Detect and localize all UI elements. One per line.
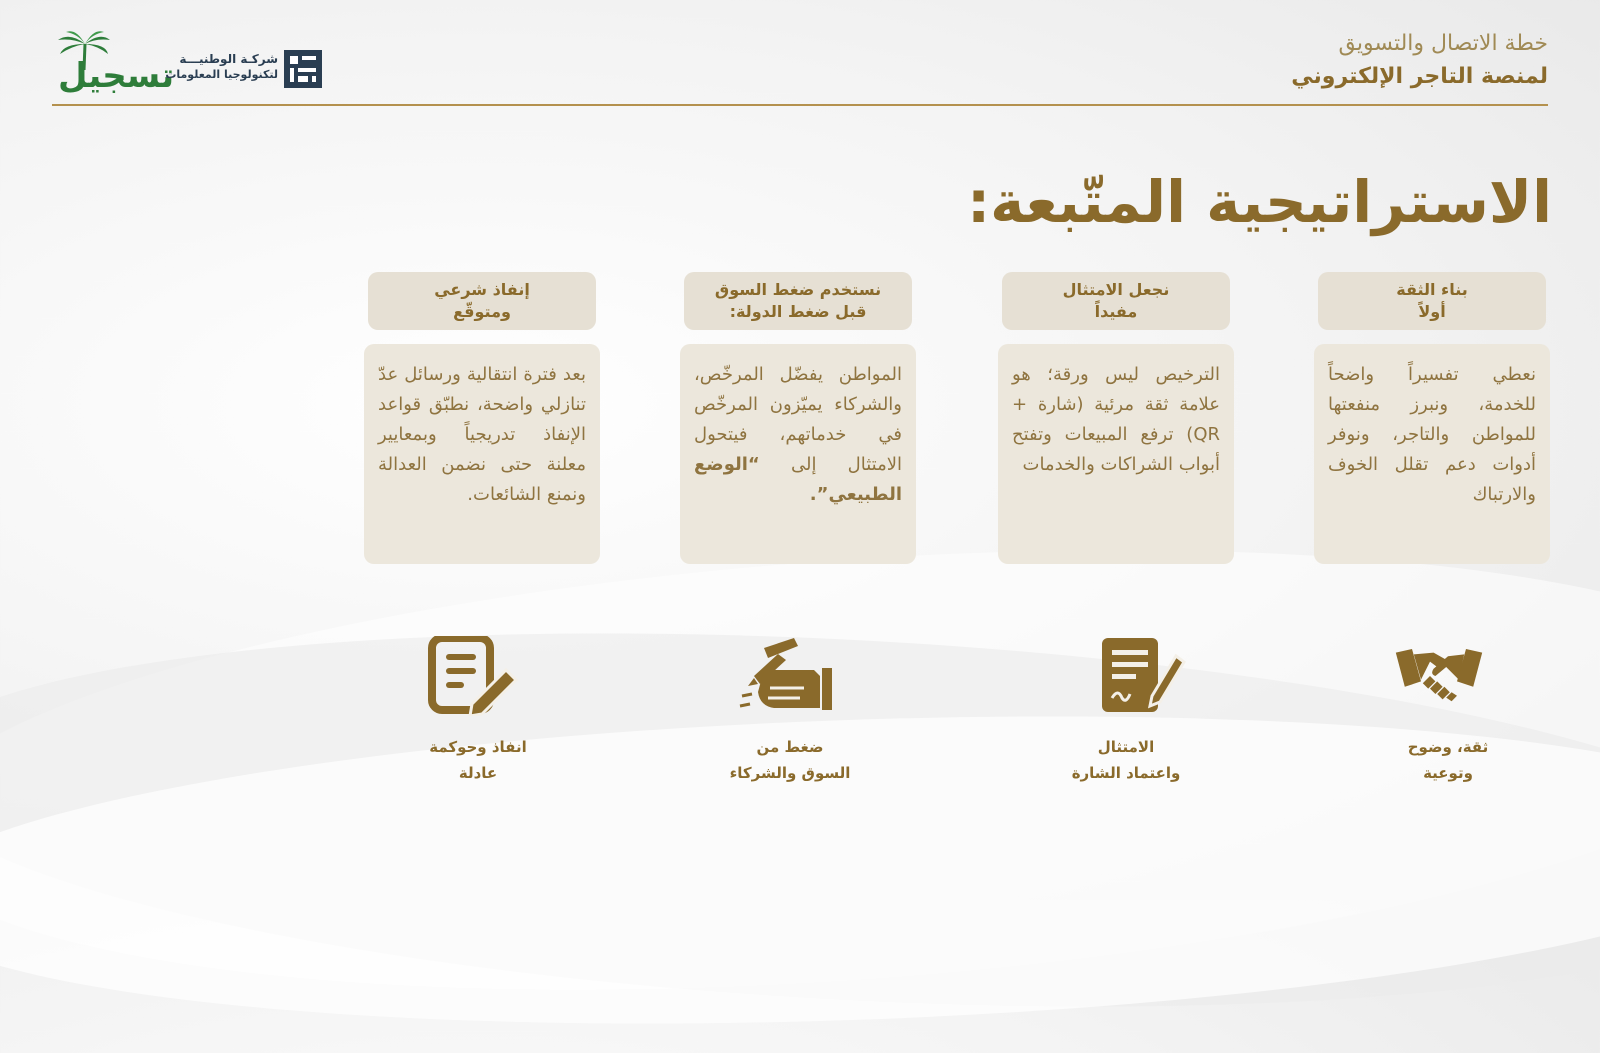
strategy-card: بعد فترة انتقالية ورسائل عدّ تنازلي واضحة، نطبّق قواعد الإنفاذ تدريجياً وبمعايير معلنة حتى نضمن العدالة ونمنع الشائعات. bbox=[364, 344, 600, 564]
company-name-line2: لتكنولوجيا المعلومات bbox=[165, 68, 278, 81]
tasjeel-logo-word: تسجيل bbox=[58, 56, 175, 96]
strategy-caption: الامتثال واعتماد الشارة bbox=[1071, 738, 1181, 782]
header-title-line2: لمنصة التاجر الإلكتروني bbox=[1291, 64, 1548, 89]
edit-document-icon bbox=[428, 636, 518, 716]
document-signature-icon bbox=[1096, 636, 1186, 716]
strategy-card-bold-text: “الوضع الطبيعي”. bbox=[694, 454, 902, 505]
company-emblem-icon bbox=[284, 50, 322, 88]
strategy-heading: إنفاذ شرعي ومتوقّع bbox=[368, 272, 596, 330]
strategy-heading: بناء الثقة أولاً bbox=[1318, 272, 1546, 330]
hand-pen-icon bbox=[734, 636, 834, 716]
company-logo bbox=[165, 50, 322, 92]
strategy-heading: نستخدم ضغط السوق قبل ضغط الدولة: bbox=[684, 272, 912, 330]
tasjeel-logo bbox=[54, 30, 175, 96]
strategy-caption: ضغط من السوق والشركاء bbox=[729, 738, 851, 782]
handshake-icon bbox=[1394, 636, 1484, 716]
strategy-heading: نجعل الامتثال مفيداً bbox=[1002, 272, 1230, 330]
strategy-card-text: المواطن يفضّل المرخّص، والشركاء يميّزون المرخّص في خدماتهم، فيتحول الامتثال إلى bbox=[694, 364, 902, 475]
strategy-card: الترخيص ليس ورقة؛ هو علامة ثقة مرئية (شارة + QR) ترفع المبيعات وتفتح أبواب الشراكات والخدمات bbox=[998, 344, 1234, 564]
strategy-card bbox=[680, 344, 916, 564]
header-divider bbox=[52, 104, 1548, 106]
page-title: الاستراتيجية المتّبعة: bbox=[966, 168, 1552, 236]
header-title-line1: خطة الاتصال والتسويق bbox=[1338, 31, 1548, 56]
strategy-caption: ثقة، وضوح وتوعية bbox=[1407, 738, 1489, 782]
header-titles bbox=[1291, 28, 1548, 94]
strategy-card: نعطي تفسيراً واضحاً للخدمة، ونبرز منفعتها للمواطن والتاجر، ونوفر أدوات دعم تقلل الخوف والارتباك bbox=[1314, 344, 1550, 564]
strategy-caption: انفاذ وحوكمة عادلة bbox=[429, 738, 527, 782]
header bbox=[0, 0, 1600, 110]
company-name-line1: شركـة الوطنيـــة bbox=[179, 52, 278, 66]
